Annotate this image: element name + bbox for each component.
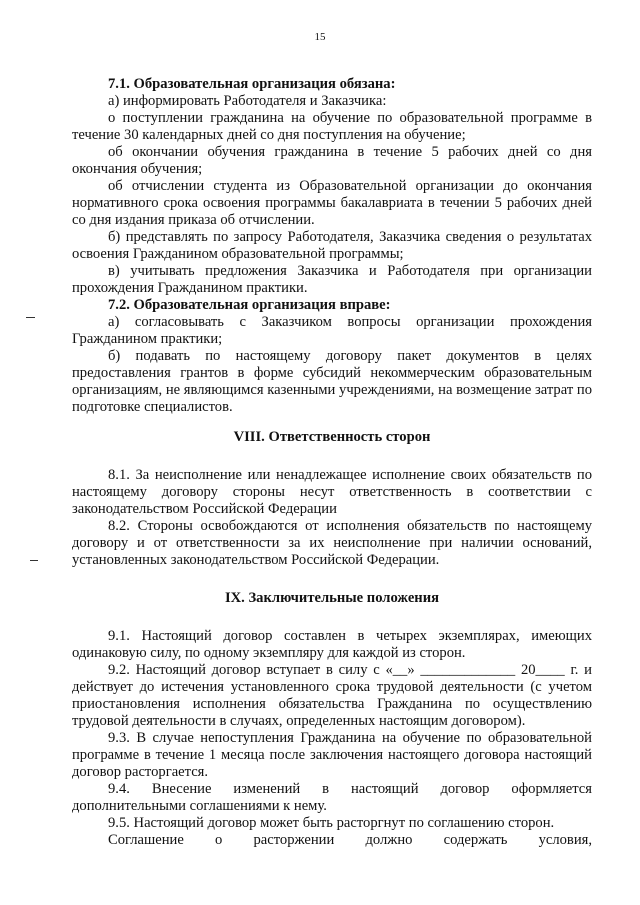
clause-7-1-a-2: об окончании обучения гражданина в течение 5 рабочих дней со дня окончания обучения;	[72, 144, 592, 177]
clause-9-3: 9.3. В случае непоступления Гражданина на обучение по образовательной программе в течение 1 месяца после заключения настоящего договора настоящий договор расторгается.	[72, 730, 592, 780]
clause-8-2: 8.2. Стороны освобождаются от исполнения обязательств по настоящему договору и от ответственности за их неисполнение при наличии оснований, установленных законодательством Российской Федерации.	[72, 518, 592, 568]
clause-7-1-a: а) информировать Работодателя и Заказчика:	[108, 93, 387, 109]
clause-7-1-c: в) учитывать предложения Заказчика и Работодателя при организации прохождения Гражданином практики.	[72, 263, 592, 296]
clause-9-4: 9.4. Внесение изменений в настоящий договор оформляется дополнительными соглашениями к нему.	[72, 781, 592, 814]
clause-8-1: 8.1. За неисполнение или ненадлежащее исполнение своих обязательств по настоящему договору стороны несут ответственность в соответствии с законодательством Российской Федерации	[72, 467, 592, 517]
clause-9-2: 9.2. Настоящий договор вступает в силу с «__» _____________ 20____ г. и действует до истечения установленного срока трудовой деятельности (с учетом приостановления исполнения обязательства Гражданина по осуществлению трудовой деятельности в случаях, определенных настоящим договором).	[72, 662, 592, 729]
section-7-2-title: 7.2. Образовательная организация вправе:	[108, 297, 391, 313]
page-number: 15	[314, 31, 326, 43]
section-9-title: IX. Заключительные положения	[224, 590, 440, 606]
clause-7-2-a: а) согласовывать с Заказчиком вопросы организации прохождения Гражданином практики;	[72, 314, 592, 347]
clause-7-1-a-3: об отчислении студента из Образовательной организации до окончания нормативного срока освоения программы бакалавриата в течении 5 рабочих дней со дня издания приказа об отчислении.	[72, 178, 592, 228]
section-8-title: VIII. Ответственность сторон	[233, 429, 431, 445]
clause-7-1-a-1: о поступлении гражданина на обучение по образовательной программе в течение 30 календарных дней со дня поступления на обучение;	[72, 110, 592, 143]
margin-mark	[26, 317, 35, 318]
clause-9-1: 9.1. Настоящий договор составлен в четырех экземплярах, имеющих одинаковую силу, по одному экземпляру для каждой из сторон.	[72, 628, 592, 661]
clause-7-2-b: б) подавать по настоящему договору пакет документов в целях предоставления грантов в форме субсидий некоммерческим образовательным организациям, не являющимся казенными учреждениями, на возмещение затрат по подготовке специалистов.	[72, 348, 592, 415]
clause-9-5: 9.5. Настоящий договор может быть расторгнут по соглашению сторон.	[108, 815, 555, 831]
margin-mark	[30, 560, 38, 561]
section-7-1-title: 7.1. Образовательная организация обязана:	[108, 76, 396, 92]
clause-9-5-continuation: Соглашение о расторжении должно содержать условия,	[108, 832, 592, 848]
document-body	[72, 76, 592, 849]
clause-7-1-b: б) представлять по запросу Работодателя, Заказчика сведения о результатах освоения Гражданином образовательной программы;	[72, 229, 592, 262]
